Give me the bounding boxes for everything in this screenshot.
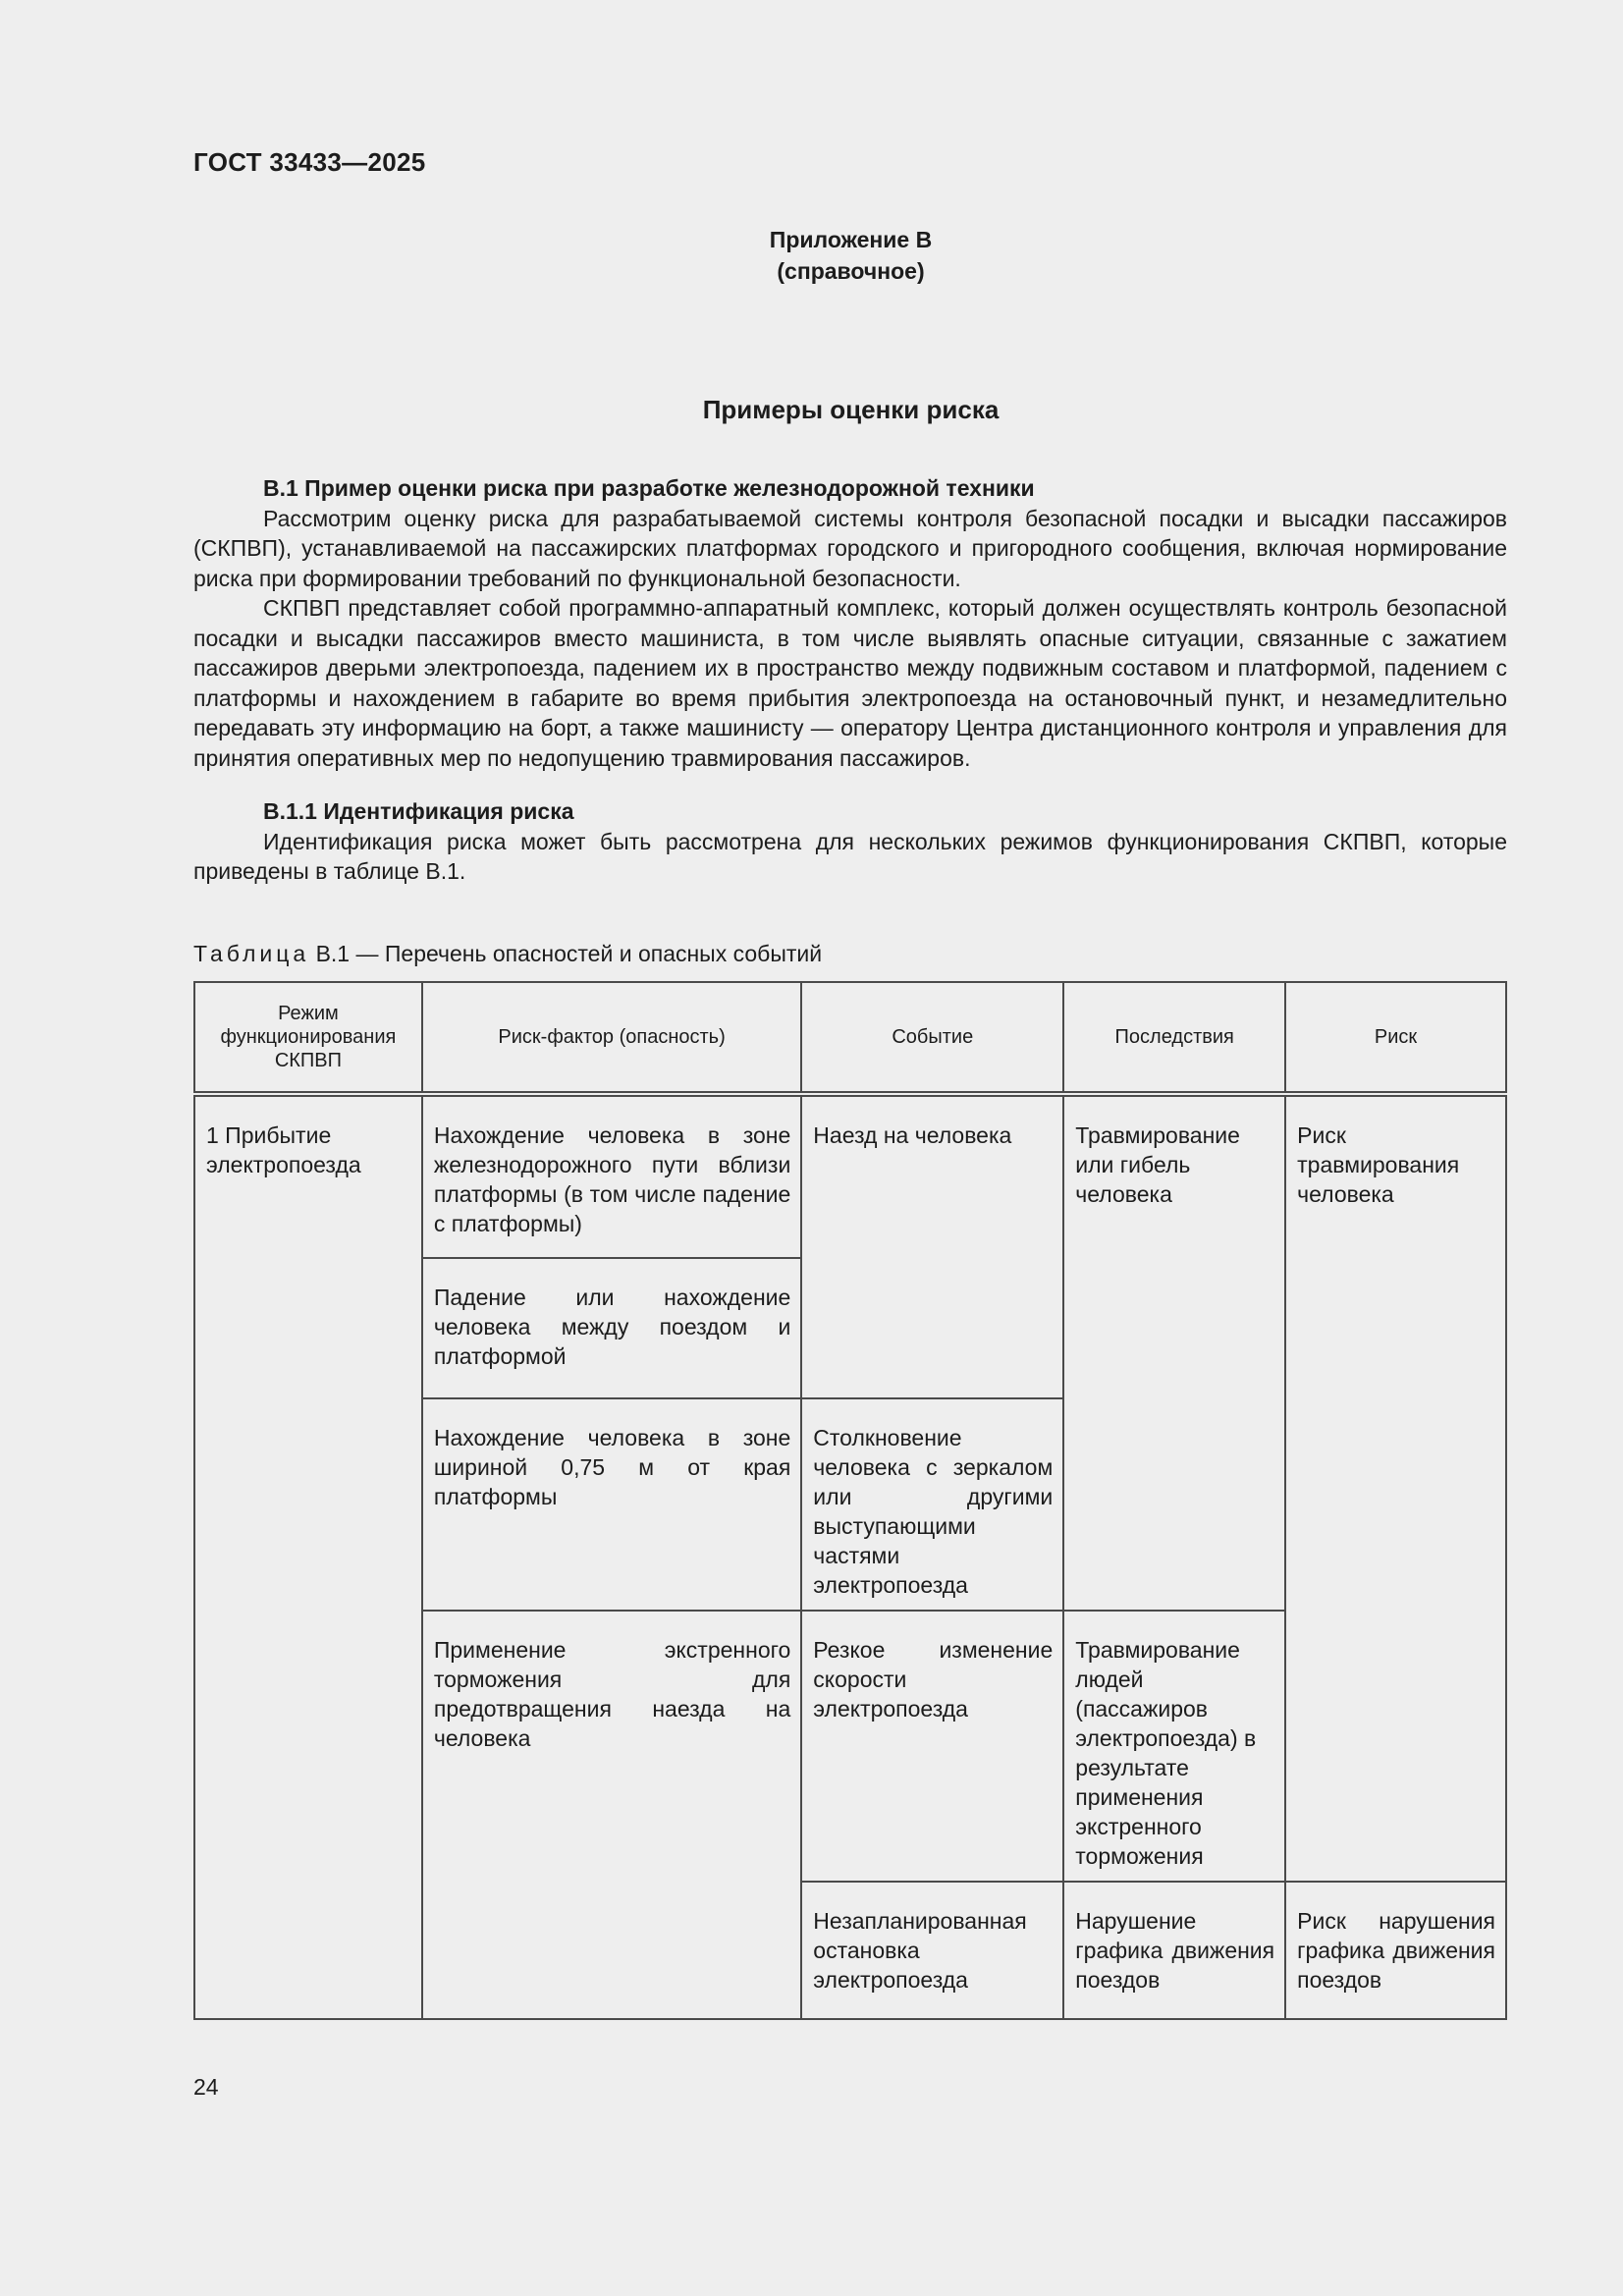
consequence-cell: Нарушение графика движения поездов bbox=[1063, 1882, 1285, 2019]
section-b1-heading: В.1 Пример оценки риска при разработке железнодорожной техники bbox=[263, 475, 1035, 501]
table-caption-label: Таблица bbox=[193, 941, 310, 966]
appendix-subtitle: (справочное) bbox=[777, 258, 925, 284]
appendix-heading bbox=[0, 224, 1623, 287]
appendix-title: Приложение В bbox=[769, 227, 933, 252]
hazard-cell: Нахождение человека в зоне шириной 0,75 м от края платформы bbox=[422, 1398, 801, 1611]
header-hazard: Риск-фактор (опасность) bbox=[422, 982, 801, 1094]
paragraph: Рассмотрим оценку риска для разрабатываемой системы контроля безопасной посадки и высадки пассажиров (СКПВП), устанавливаемой на пассажирских платформах городского и пригородного сообщения, включая нормирование риска при формировании требований по функциональной безопасности. bbox=[193, 505, 1507, 591]
document-code: ГОСТ 33433—2025 bbox=[193, 147, 426, 177]
hazard-cell: Нахождение человека в зоне железнодорожного пути вблизи платформы (в том числе падение с платформы) bbox=[422, 1094, 801, 1258]
event-cell: Столкновение человека с зеркалом или другими выступающими частями электропоезда bbox=[801, 1398, 1063, 1611]
risk-cell: Риск травмирования человека bbox=[1285, 1094, 1506, 1882]
header-consequence: Последствия bbox=[1063, 982, 1285, 1094]
section-b1 bbox=[193, 473, 1507, 773]
header-event: Событие bbox=[801, 982, 1063, 1094]
mode-cell: 1 Прибытие электропоезда bbox=[194, 1094, 422, 2019]
consequence-cell: Травмирование или гибель человека bbox=[1063, 1094, 1285, 1611]
section-b11-heading: В.1.1 Идентификация риска bbox=[263, 798, 574, 824]
event-cell: Незапланированная остановка электропоезда bbox=[801, 1882, 1063, 2019]
paragraph: СКПВП представляет собой программно-аппаратный комплекс, который должен осуществлять контроль безопасной посадки и высадки пассажиров вместо машиниста, в том числе выявлять опасные ситуации, связанные с зажатием пассажиров дверьми электропоезда, падением их в пространство между подвижным составом и платформой, падением с платформы и нахождением в габарите во время прибытия электропоезда на остановочный пункт, и незамедлительно передавать эту информацию на борт, а также машинисту — оператору Центра дистанционного контроля и управления для принятия оперативных мер по недопущению травмирования пассажиров. bbox=[193, 595, 1507, 771]
risk-table bbox=[193, 981, 1507, 2020]
event-cell: Резкое изменение скорости электропоезда bbox=[801, 1611, 1063, 1882]
table-caption bbox=[193, 941, 822, 967]
section-title: Примеры оценки риска bbox=[702, 395, 1000, 424]
consequence-cell: Травмирование людей (пассажиров электропоезда) в результате применения экстренного торможения bbox=[1063, 1611, 1285, 1882]
risk-cell: Риск нарушения графика движения поездов bbox=[1285, 1882, 1506, 2019]
paragraph: Идентификация риска может быть рассмотрена для нескольких режимов функционирования СКПВП, которые приведены в таблице В.1. bbox=[193, 828, 1507, 884]
header-risk: Риск bbox=[1285, 982, 1506, 1094]
table-header-row bbox=[194, 982, 1506, 1094]
header-mode: Режим функционирования СКПВП bbox=[194, 982, 422, 1094]
hazard-cell: Применение экстренного торможения для предотвращения наезда на человека bbox=[422, 1611, 801, 2019]
section-b11 bbox=[193, 796, 1507, 887]
table-row bbox=[194, 1094, 1506, 1258]
table-caption-text: В.1 — Перечень опасностей и опасных событий bbox=[309, 941, 823, 966]
hazard-cell: Падение или нахождение человека между поездом и платформой bbox=[422, 1258, 801, 1398]
event-cell: Наезд на человека bbox=[801, 1094, 1063, 1398]
page-number: 24 bbox=[193, 2074, 219, 2100]
